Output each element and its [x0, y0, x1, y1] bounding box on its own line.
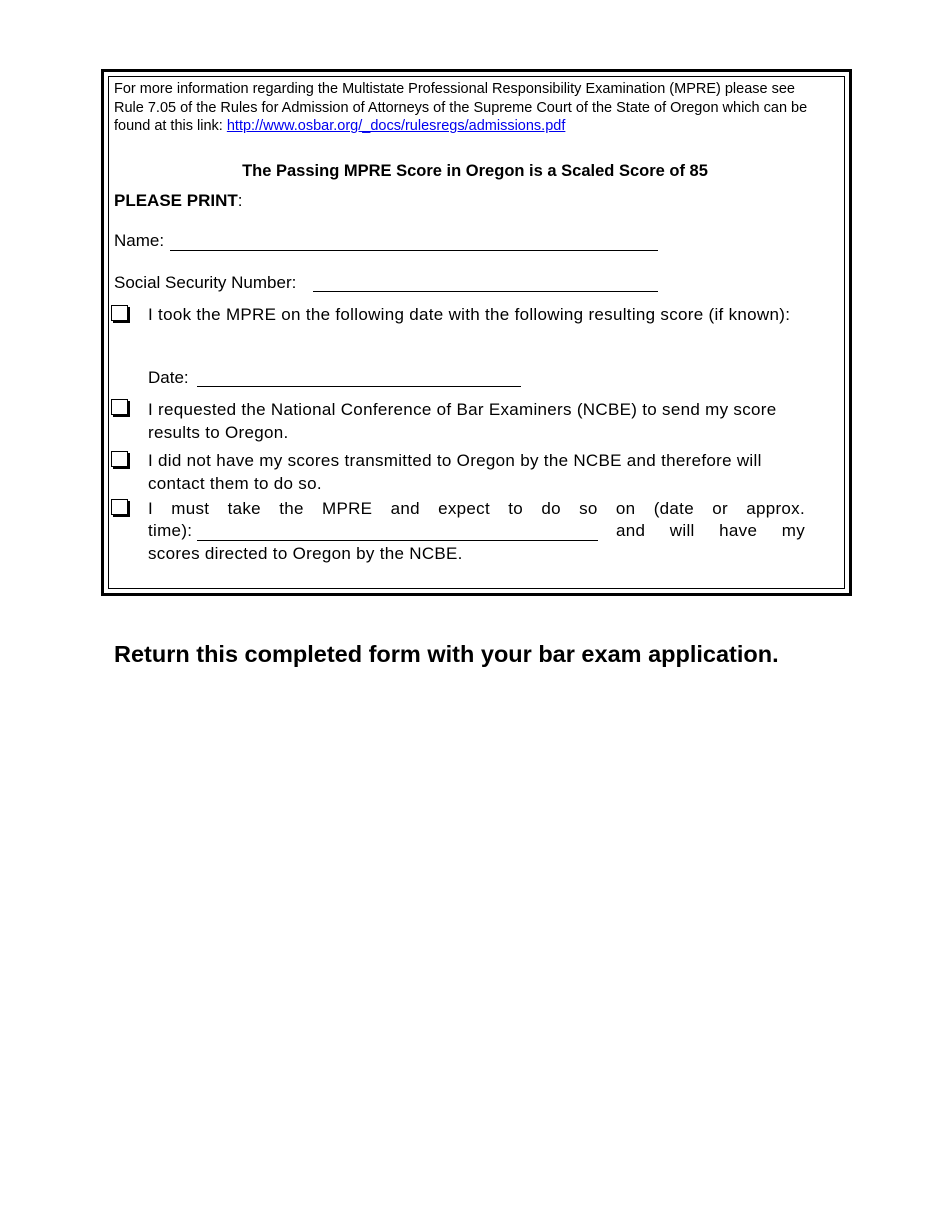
expected-date-field[interactable]: [197, 540, 598, 541]
return-instructions: Return this completed form with your bar exam application.: [114, 641, 779, 667]
time-label: time):: [148, 521, 193, 540]
please-print-colon: :: [237, 191, 243, 210]
must-take-line2-end: and will have my: [616, 521, 805, 540]
date-field[interactable]: [197, 386, 521, 387]
ssn-field[interactable]: [313, 291, 658, 292]
not-transmitted-checkbox[interactable]: [111, 451, 128, 467]
date-label: Date:: [148, 368, 189, 387]
please-print-text: PLEASE PRINT: [114, 191, 238, 210]
name-label: Name:: [114, 231, 165, 250]
passing-score-heading: The Passing MPRE Score in Oregon is a Scaled Score of 85: [242, 162, 708, 180]
admissions-rules-link[interactable]: http://www.osbar.org/_docs/rulesregs/admissions.pdf: [226, 118, 566, 134]
must-take-checkbox[interactable]: [111, 499, 128, 515]
must-take-line3: scores directed to Oregon by the NCBE.: [148, 544, 463, 563]
not-transmitted-text: I did not have my scores transmitted to Oregon by the NCBE and therefore will contact them to do so.: [148, 451, 762, 493]
must-take-line1: I must take the MPRE and expect to do so on (date or approx.: [148, 499, 805, 518]
name-field[interactable]: [170, 250, 658, 251]
took-mpre-checkbox[interactable]: [111, 305, 128, 321]
requested-ncbe-text: I requested the National Conference of Bar Examiners (NCBE) to send my score results to Oregon.: [148, 400, 777, 442]
intro-text: For more information regarding the Multistate Professional Responsibility Examination (MPRE) please see Rule 7.05 of the Rules for Admission of Attorneys of the Supreme Court of the State of Oregon which can be found at this link:: [114, 81, 808, 134]
ssn-label: Social Security Number:: [114, 273, 297, 292]
please-print-label: [114, 191, 242, 211]
requested-ncbe-checkbox[interactable]: [111, 399, 128, 415]
intro-paragraph: [114, 80, 814, 136]
took-mpre-text: I took the MPRE on the following date with the following resulting score (if known):: [148, 305, 791, 324]
